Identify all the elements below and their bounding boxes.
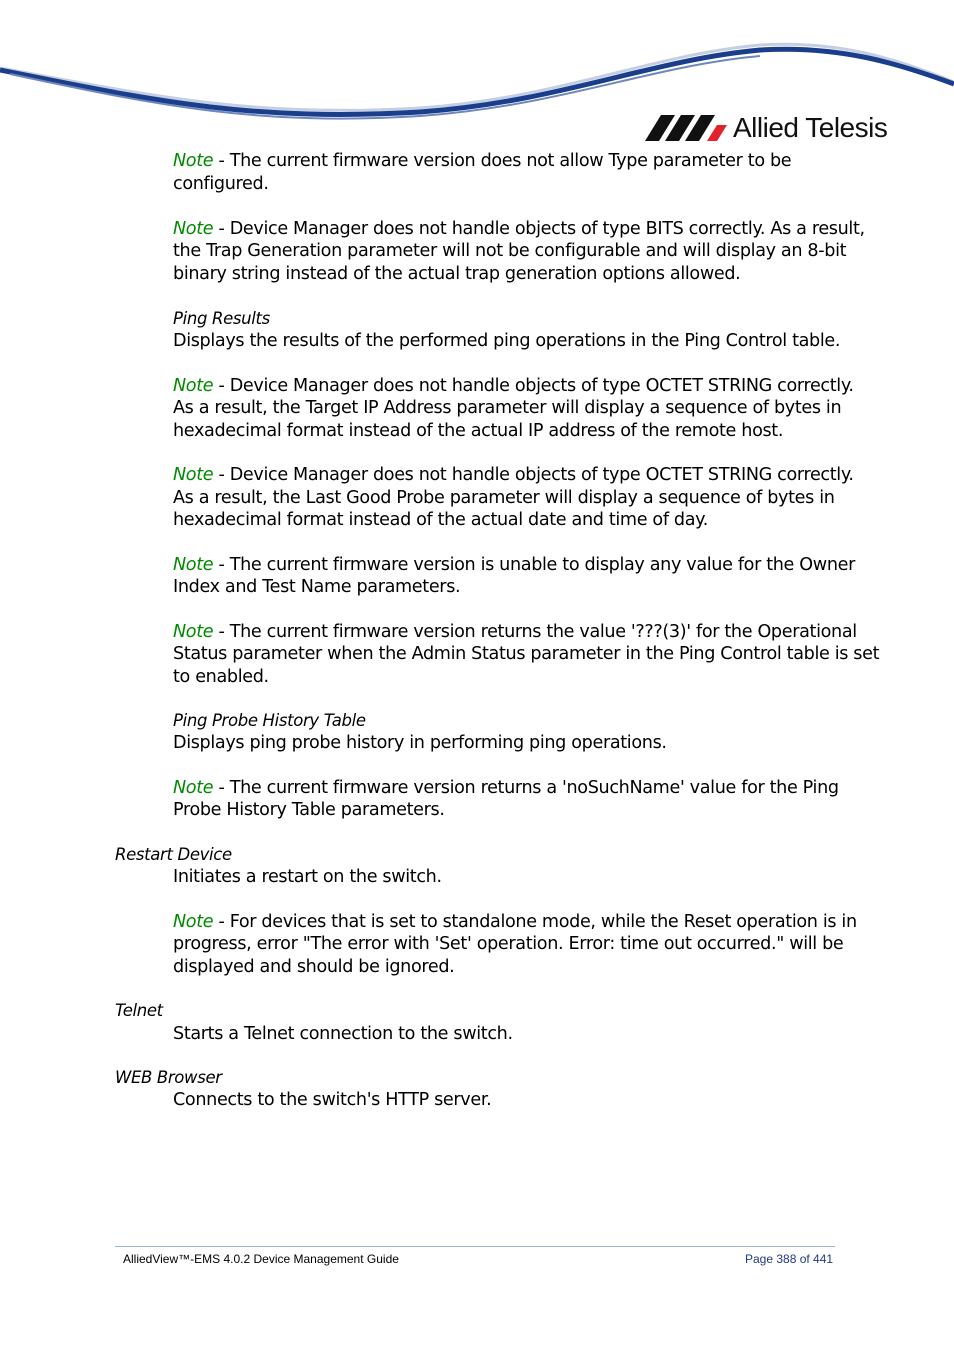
heading-web-browser: WEB Browser xyxy=(115,1067,222,1087)
text-line: to enabled. xyxy=(173,666,269,687)
note-paragraph: Note - Device Manager does not handle objects of type OCTET STRING correctly. xyxy=(173,375,854,396)
heading-telnet: Telnet xyxy=(115,1001,163,1020)
note-label: Note xyxy=(173,911,214,932)
note-paragraph: Note - Device Manager does not handle objects of type BITS correctly. As a result, xyxy=(173,218,865,239)
note-paragraph: Note - The current firmware version returns a 'noSuchName' value for the Ping xyxy=(173,777,839,798)
text-line: hexadecimal format instead of the actual IP address of the remote host. xyxy=(173,420,784,441)
text-line: Starts a Telnet connection to the switch. xyxy=(173,1023,513,1044)
text-line: binary string instead of the actual trap generation options allowed. xyxy=(173,263,741,284)
footer-divider xyxy=(115,1246,835,1247)
text-line: displayed and should be ignored. xyxy=(173,956,455,977)
note-label: Note xyxy=(173,777,214,798)
logo-text: Allied Telesis xyxy=(733,112,888,143)
note-label: Note xyxy=(173,375,214,396)
note-paragraph: Note - For devices that is set to standalone mode, while the Reset operation is in xyxy=(173,911,857,932)
text-line: As a result, the Last Good Probe parameter will display a sequence of bytes in xyxy=(173,487,835,508)
text-line: Displays ping probe history in performing ping operations. xyxy=(173,733,667,753)
text-line: Connects to the switch's HTTP server. xyxy=(173,1090,492,1110)
note-paragraph: Note - The current firmware version returns the value '???(3)' for the Operational xyxy=(173,621,857,642)
text-line: configured. xyxy=(173,173,269,194)
text-line: Probe History Table parameters. xyxy=(173,800,445,820)
note-paragraph: Note - The current firmware version does not allow Type parameter to be xyxy=(173,151,792,171)
allied-telesis-logo xyxy=(645,112,887,144)
heading-ping-results: Ping Results xyxy=(173,308,270,328)
text-line: As a result, the Target IP Address parameter will display a sequence of bytes in xyxy=(173,398,842,418)
text-line: the Trap Generation parameter will not be configurable and will display an 8-bit xyxy=(173,241,847,261)
footer-title: AlliedView™-EMS 4.0.2 Device Management Guide xyxy=(123,1252,399,1266)
text-line: Index and Test Name parameters. xyxy=(173,577,461,597)
note-paragraph: Note - The current firmware version is unable to display any value for the Owner xyxy=(173,554,855,575)
text-line: hexadecimal format instead of the actual date and time of day. xyxy=(173,510,708,530)
text-line: Displays the results of the performed ping operations in the Ping Control table. xyxy=(173,331,841,351)
note-label: Note xyxy=(173,554,214,575)
note-label: Note xyxy=(173,151,214,171)
note-paragraph: Note - Device Manager does not handle objects of type OCTET STRING correctly. xyxy=(173,465,854,485)
note-label: Note xyxy=(173,621,214,642)
heading-restart-device: Restart Device xyxy=(115,844,232,864)
note-label: Note xyxy=(173,218,214,239)
note-label: Note xyxy=(173,465,214,485)
text-line: Initiates a restart on the switch. xyxy=(173,867,442,887)
heading-ping-probe-history: Ping Probe History Table xyxy=(173,710,366,730)
logo-mark-icon xyxy=(645,115,727,141)
text-line: Status parameter when the Admin Status parameter in the Ping Control table is set xyxy=(173,644,880,664)
page-number: Page 388 of 441 xyxy=(745,1252,834,1266)
text-line: progress, error "The error with 'Set' operation. Error: time out occurred." will be xyxy=(173,934,844,954)
